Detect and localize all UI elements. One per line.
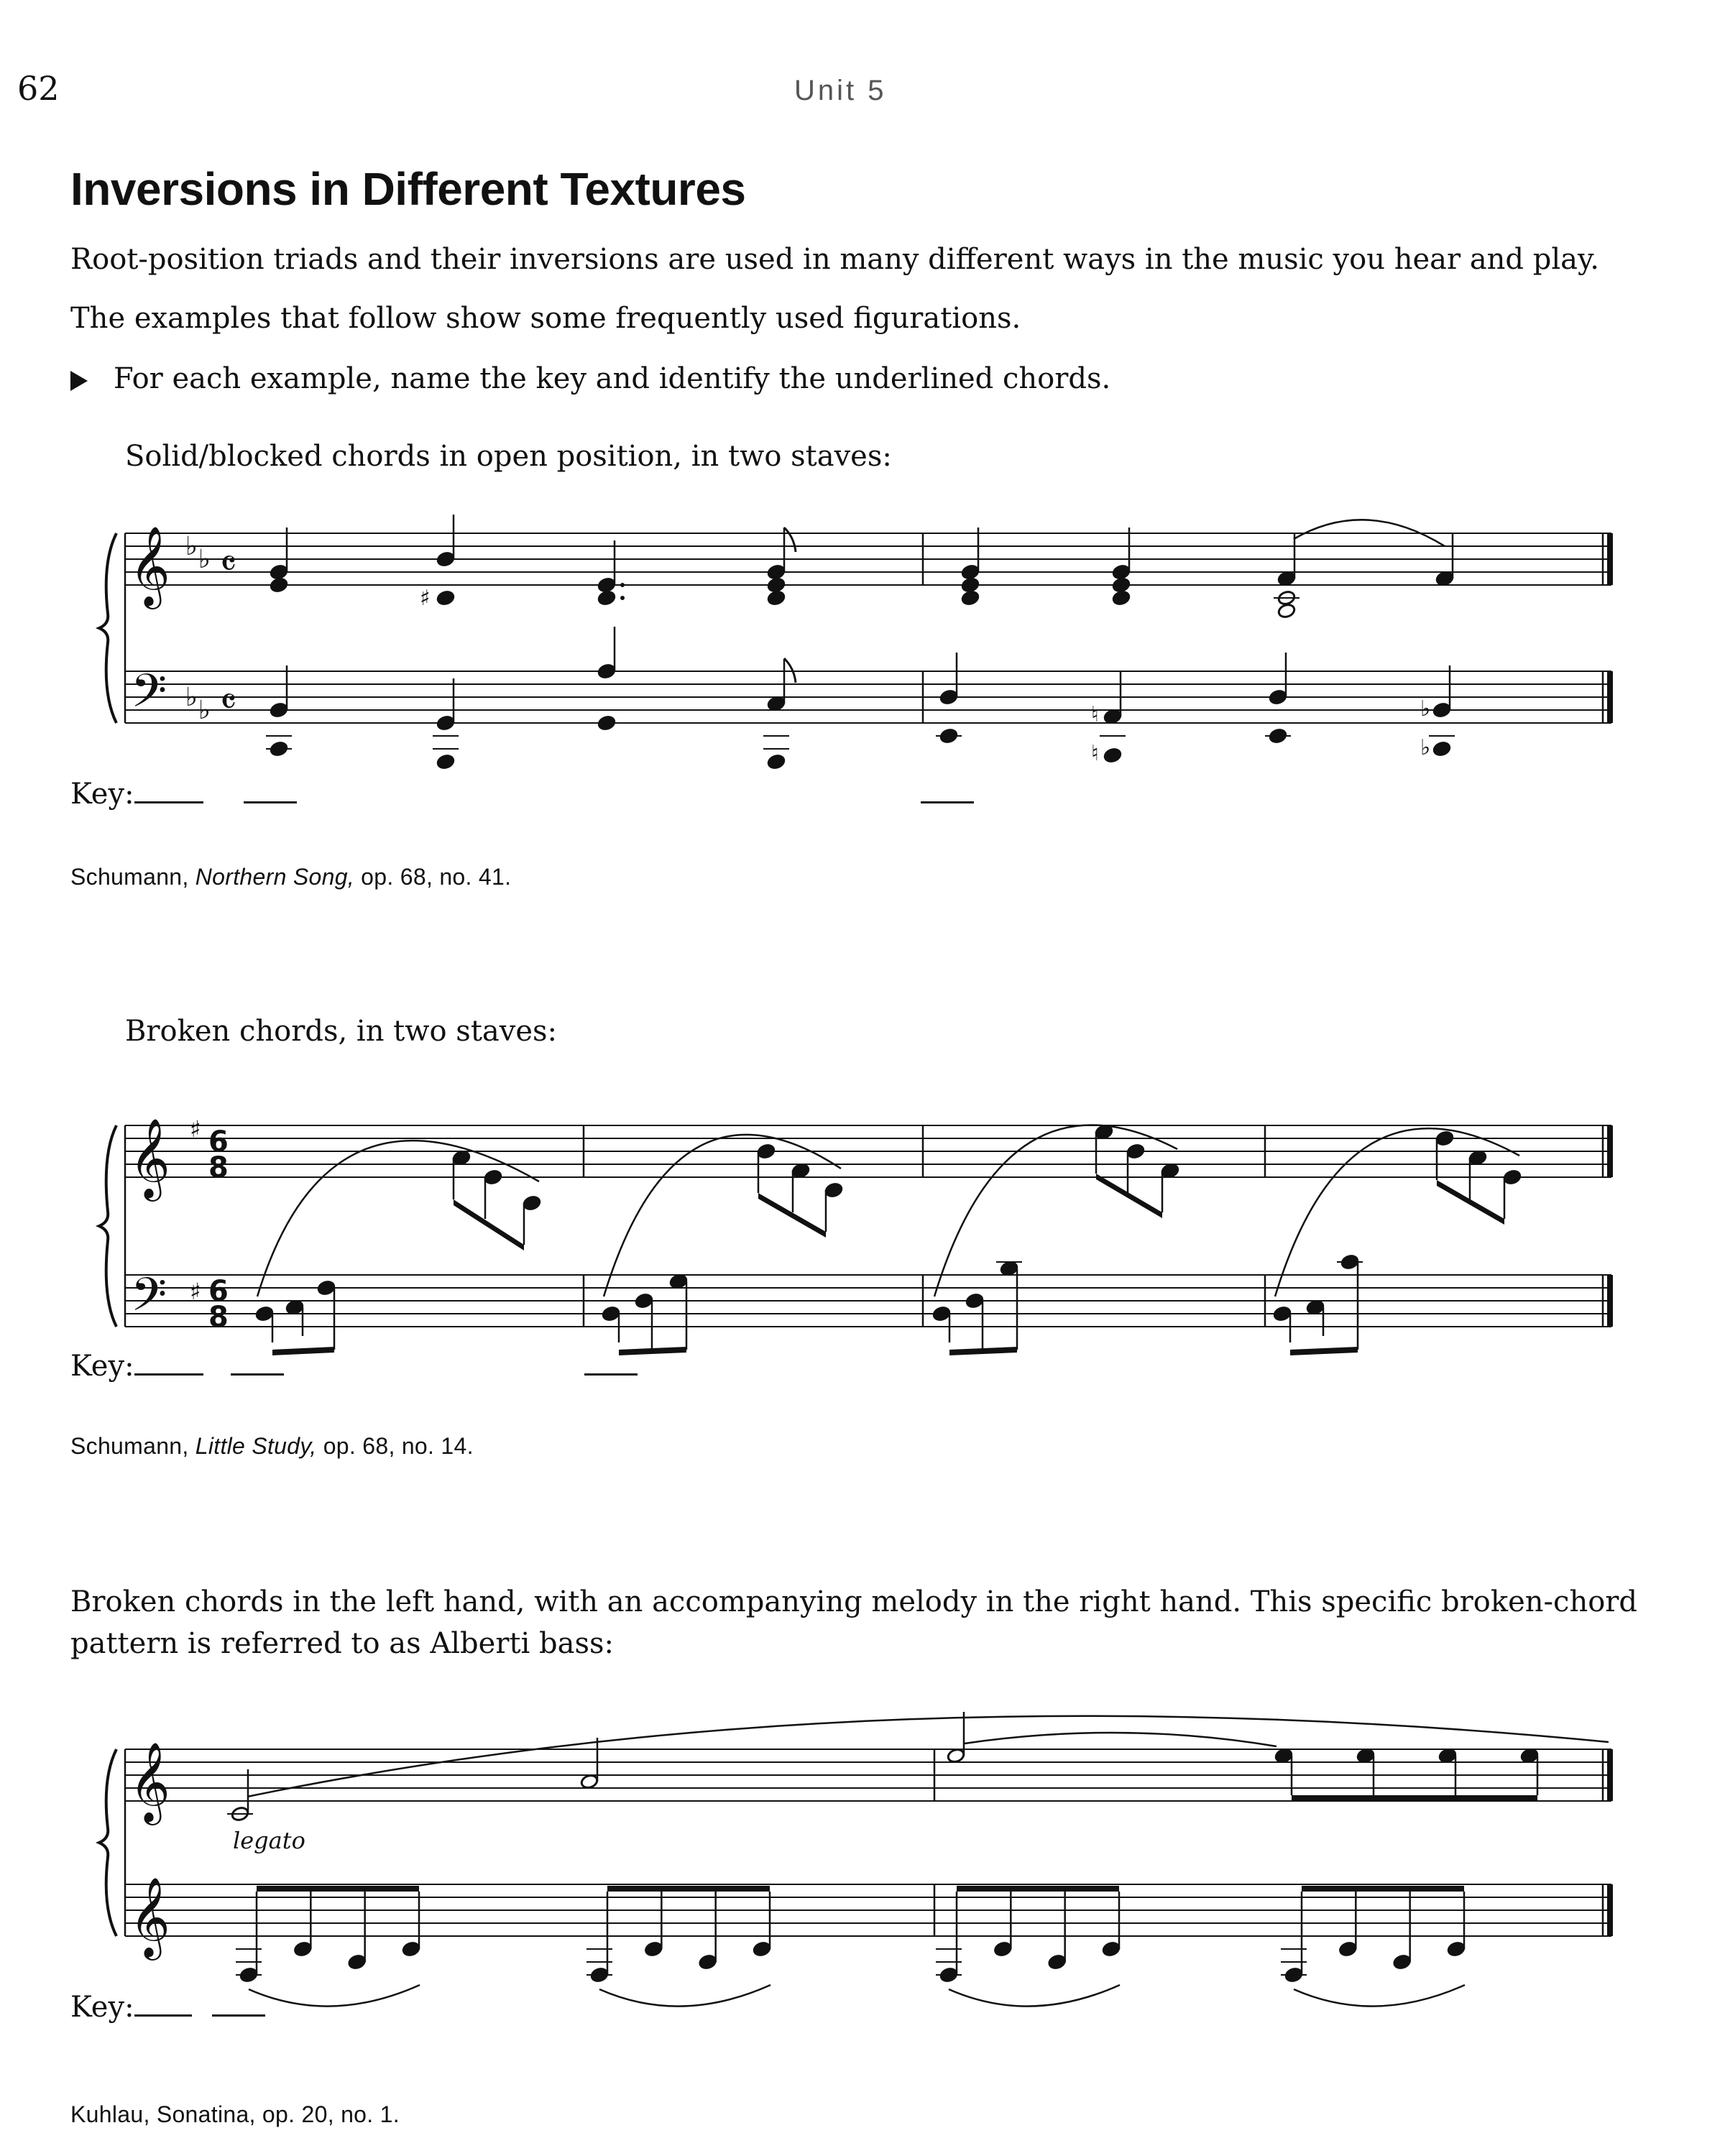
flat-icon: ♭ xyxy=(198,545,211,574)
notehead xyxy=(452,1150,471,1166)
notehead xyxy=(1269,689,1287,706)
note-flag xyxy=(784,528,796,552)
example-2-label: Broken chords, in two staves: xyxy=(125,1015,558,1048)
treble-clef-icon: 𝄞 xyxy=(129,1118,170,1198)
notehead xyxy=(824,1182,843,1199)
notehead xyxy=(1432,702,1451,719)
notehead xyxy=(270,577,288,594)
notehead xyxy=(767,564,786,581)
notehead xyxy=(1048,1954,1067,1971)
notehead xyxy=(947,1748,965,1764)
flat-icon: ♭ xyxy=(185,683,198,712)
beam xyxy=(1302,1886,1464,1892)
notehead xyxy=(767,754,786,770)
notehead xyxy=(602,1306,620,1322)
credit-title: Northern Song, xyxy=(195,864,354,890)
notehead xyxy=(1338,1941,1357,1958)
credit-title: Little Study, xyxy=(195,1433,317,1459)
beam xyxy=(454,1199,524,1250)
common-time-icon: 𝄴 xyxy=(220,681,237,724)
notehead xyxy=(523,1195,541,1212)
notehead xyxy=(484,1169,502,1186)
time-signature-6: 6 xyxy=(208,1125,229,1158)
notehead xyxy=(348,1954,367,1971)
slur xyxy=(604,1135,841,1296)
notehead xyxy=(1306,1299,1325,1316)
example-3-credit: Kuhlau, Sonatina, op. 20, no. 1. xyxy=(70,2101,400,2127)
sharp-icon: ♯ xyxy=(420,586,431,611)
notehead xyxy=(436,754,455,770)
notehead xyxy=(791,1163,810,1179)
treble-clef-icon: 𝄞 xyxy=(129,1876,170,1957)
sharp-icon: ♯ xyxy=(190,1115,201,1143)
notehead xyxy=(597,590,616,607)
bass-clef-icon: 𝄢 xyxy=(131,665,167,729)
notehead xyxy=(1435,1130,1454,1147)
beam xyxy=(957,1886,1119,1892)
final-barline xyxy=(1607,533,1613,585)
final-barline xyxy=(1607,671,1613,723)
key-label: Key: xyxy=(70,778,134,811)
notehead xyxy=(1000,1261,1018,1277)
notehead xyxy=(1356,1748,1375,1764)
notehead xyxy=(1102,1941,1121,1958)
notehead xyxy=(1103,709,1122,725)
natural-icon: ♮ xyxy=(1091,702,1099,727)
notehead xyxy=(270,702,288,719)
notehead xyxy=(1503,1169,1522,1186)
notehead xyxy=(753,1941,771,1958)
notehead xyxy=(635,1293,653,1309)
key-label: Key: xyxy=(70,1350,134,1383)
treble-clef-icon: 𝄞 xyxy=(129,1741,170,1822)
dot xyxy=(620,596,625,600)
credit-composer: Schumann, xyxy=(70,1433,196,1459)
notehead xyxy=(1393,1954,1412,1971)
notehead xyxy=(699,1954,717,1971)
final-barline xyxy=(1607,1884,1613,1936)
notehead xyxy=(961,564,980,581)
final-barline xyxy=(1607,1275,1613,1327)
notehead xyxy=(1432,741,1451,757)
dot xyxy=(620,583,625,587)
intro-paragraph-2: The examples that follow show some frequently used figurations. xyxy=(70,302,1021,335)
beam xyxy=(607,1886,770,1892)
notehead xyxy=(580,1774,599,1790)
slur xyxy=(949,1985,1120,2007)
notehead xyxy=(1447,1941,1466,1958)
notehead xyxy=(1274,1748,1293,1764)
credit-rest: op. 68, no. 41. xyxy=(354,864,512,890)
notehead xyxy=(767,590,786,607)
final-barline xyxy=(1607,1125,1613,1177)
notehead xyxy=(1277,603,1296,619)
credit-rest: op. 68, no. 14. xyxy=(316,1433,474,1459)
example-1-label: Solid/blocked chords in open position, in two staves: xyxy=(125,440,892,473)
notehead xyxy=(993,1941,1012,1958)
slur xyxy=(1294,1985,1465,2007)
slur xyxy=(965,1733,1276,1746)
notehead xyxy=(767,696,786,712)
expression-marking: legato xyxy=(233,1827,305,1854)
notehead xyxy=(436,551,455,568)
flat-icon: ♭ xyxy=(198,696,211,725)
key-label: Key: xyxy=(70,1991,134,2024)
notehead xyxy=(1468,1150,1487,1166)
flat-icon: ♭ xyxy=(1420,696,1431,722)
natural-icon: ♮ xyxy=(1091,741,1099,766)
notehead xyxy=(1112,577,1131,594)
brace xyxy=(99,533,116,723)
notehead xyxy=(436,715,455,732)
final-barline xyxy=(1607,1749,1613,1801)
time-signature-8: 8 xyxy=(208,1301,229,1334)
beam xyxy=(1290,1347,1358,1355)
notehead xyxy=(597,715,616,732)
notehead xyxy=(1126,1143,1145,1160)
common-time-icon: 𝄴 xyxy=(220,543,237,586)
notehead xyxy=(1435,571,1454,587)
notehead xyxy=(961,590,980,607)
beam xyxy=(272,1347,334,1355)
notehead xyxy=(436,590,455,607)
notehead xyxy=(1103,747,1122,764)
credit-composer: Schumann, xyxy=(70,864,196,890)
time-signature-8: 8 xyxy=(208,1151,229,1184)
running-head: Unit 5 xyxy=(794,75,887,106)
flat-icon: ♭ xyxy=(1420,735,1431,760)
notehead xyxy=(1112,590,1131,607)
brace xyxy=(99,1749,116,1936)
notehead xyxy=(1161,1163,1179,1179)
notehead xyxy=(767,577,786,594)
example-3-label-line-1: Broken chords in the left hand, with an accompanying melody in the right hand. This specific broken-chord xyxy=(70,1585,1638,1618)
notehead xyxy=(317,1280,336,1296)
page-title: Inversions in Different Textures xyxy=(70,163,746,215)
notehead xyxy=(255,1306,274,1322)
beam xyxy=(1292,1795,1537,1801)
page-number: 62 xyxy=(17,69,60,108)
notehead xyxy=(1520,1748,1539,1764)
brace xyxy=(99,1125,116,1327)
notehead xyxy=(293,1941,312,1958)
bass-clef-icon: 𝄢 xyxy=(131,1268,167,1333)
notehead xyxy=(270,564,288,581)
flat-icon: ♭ xyxy=(185,532,198,561)
notehead xyxy=(644,1941,663,1958)
notehead xyxy=(1112,564,1131,581)
example-3-label-line-2: pattern is referred to as Alberti bass: xyxy=(70,1627,615,1660)
slur xyxy=(249,1985,420,2007)
slur xyxy=(599,1985,770,2007)
notehead xyxy=(285,1299,304,1316)
notehead xyxy=(402,1941,420,1958)
notehead xyxy=(1277,571,1296,587)
notehead xyxy=(757,1143,776,1160)
notehead xyxy=(1438,1748,1457,1764)
instruction-text: For each example, name the key and identify the underlined chords. xyxy=(114,362,1111,395)
sharp-icon: ♯ xyxy=(190,1278,201,1305)
treble-clef-icon: 𝄞 xyxy=(129,525,170,606)
notehead xyxy=(965,1293,984,1309)
time-signature-6: 6 xyxy=(208,1275,229,1308)
notehead xyxy=(669,1273,688,1290)
notehead xyxy=(597,577,616,594)
beam xyxy=(1096,1174,1162,1218)
notehead xyxy=(597,663,616,680)
notehead xyxy=(961,577,980,594)
slur xyxy=(247,1716,1609,1797)
beam xyxy=(257,1886,419,1892)
notehead xyxy=(932,1306,951,1322)
notehead xyxy=(939,689,958,706)
intro-paragraph-1: Root-position triads and their inversions are used in many different ways in the music you hear and play. xyxy=(70,243,1599,276)
notehead xyxy=(1273,1306,1292,1322)
